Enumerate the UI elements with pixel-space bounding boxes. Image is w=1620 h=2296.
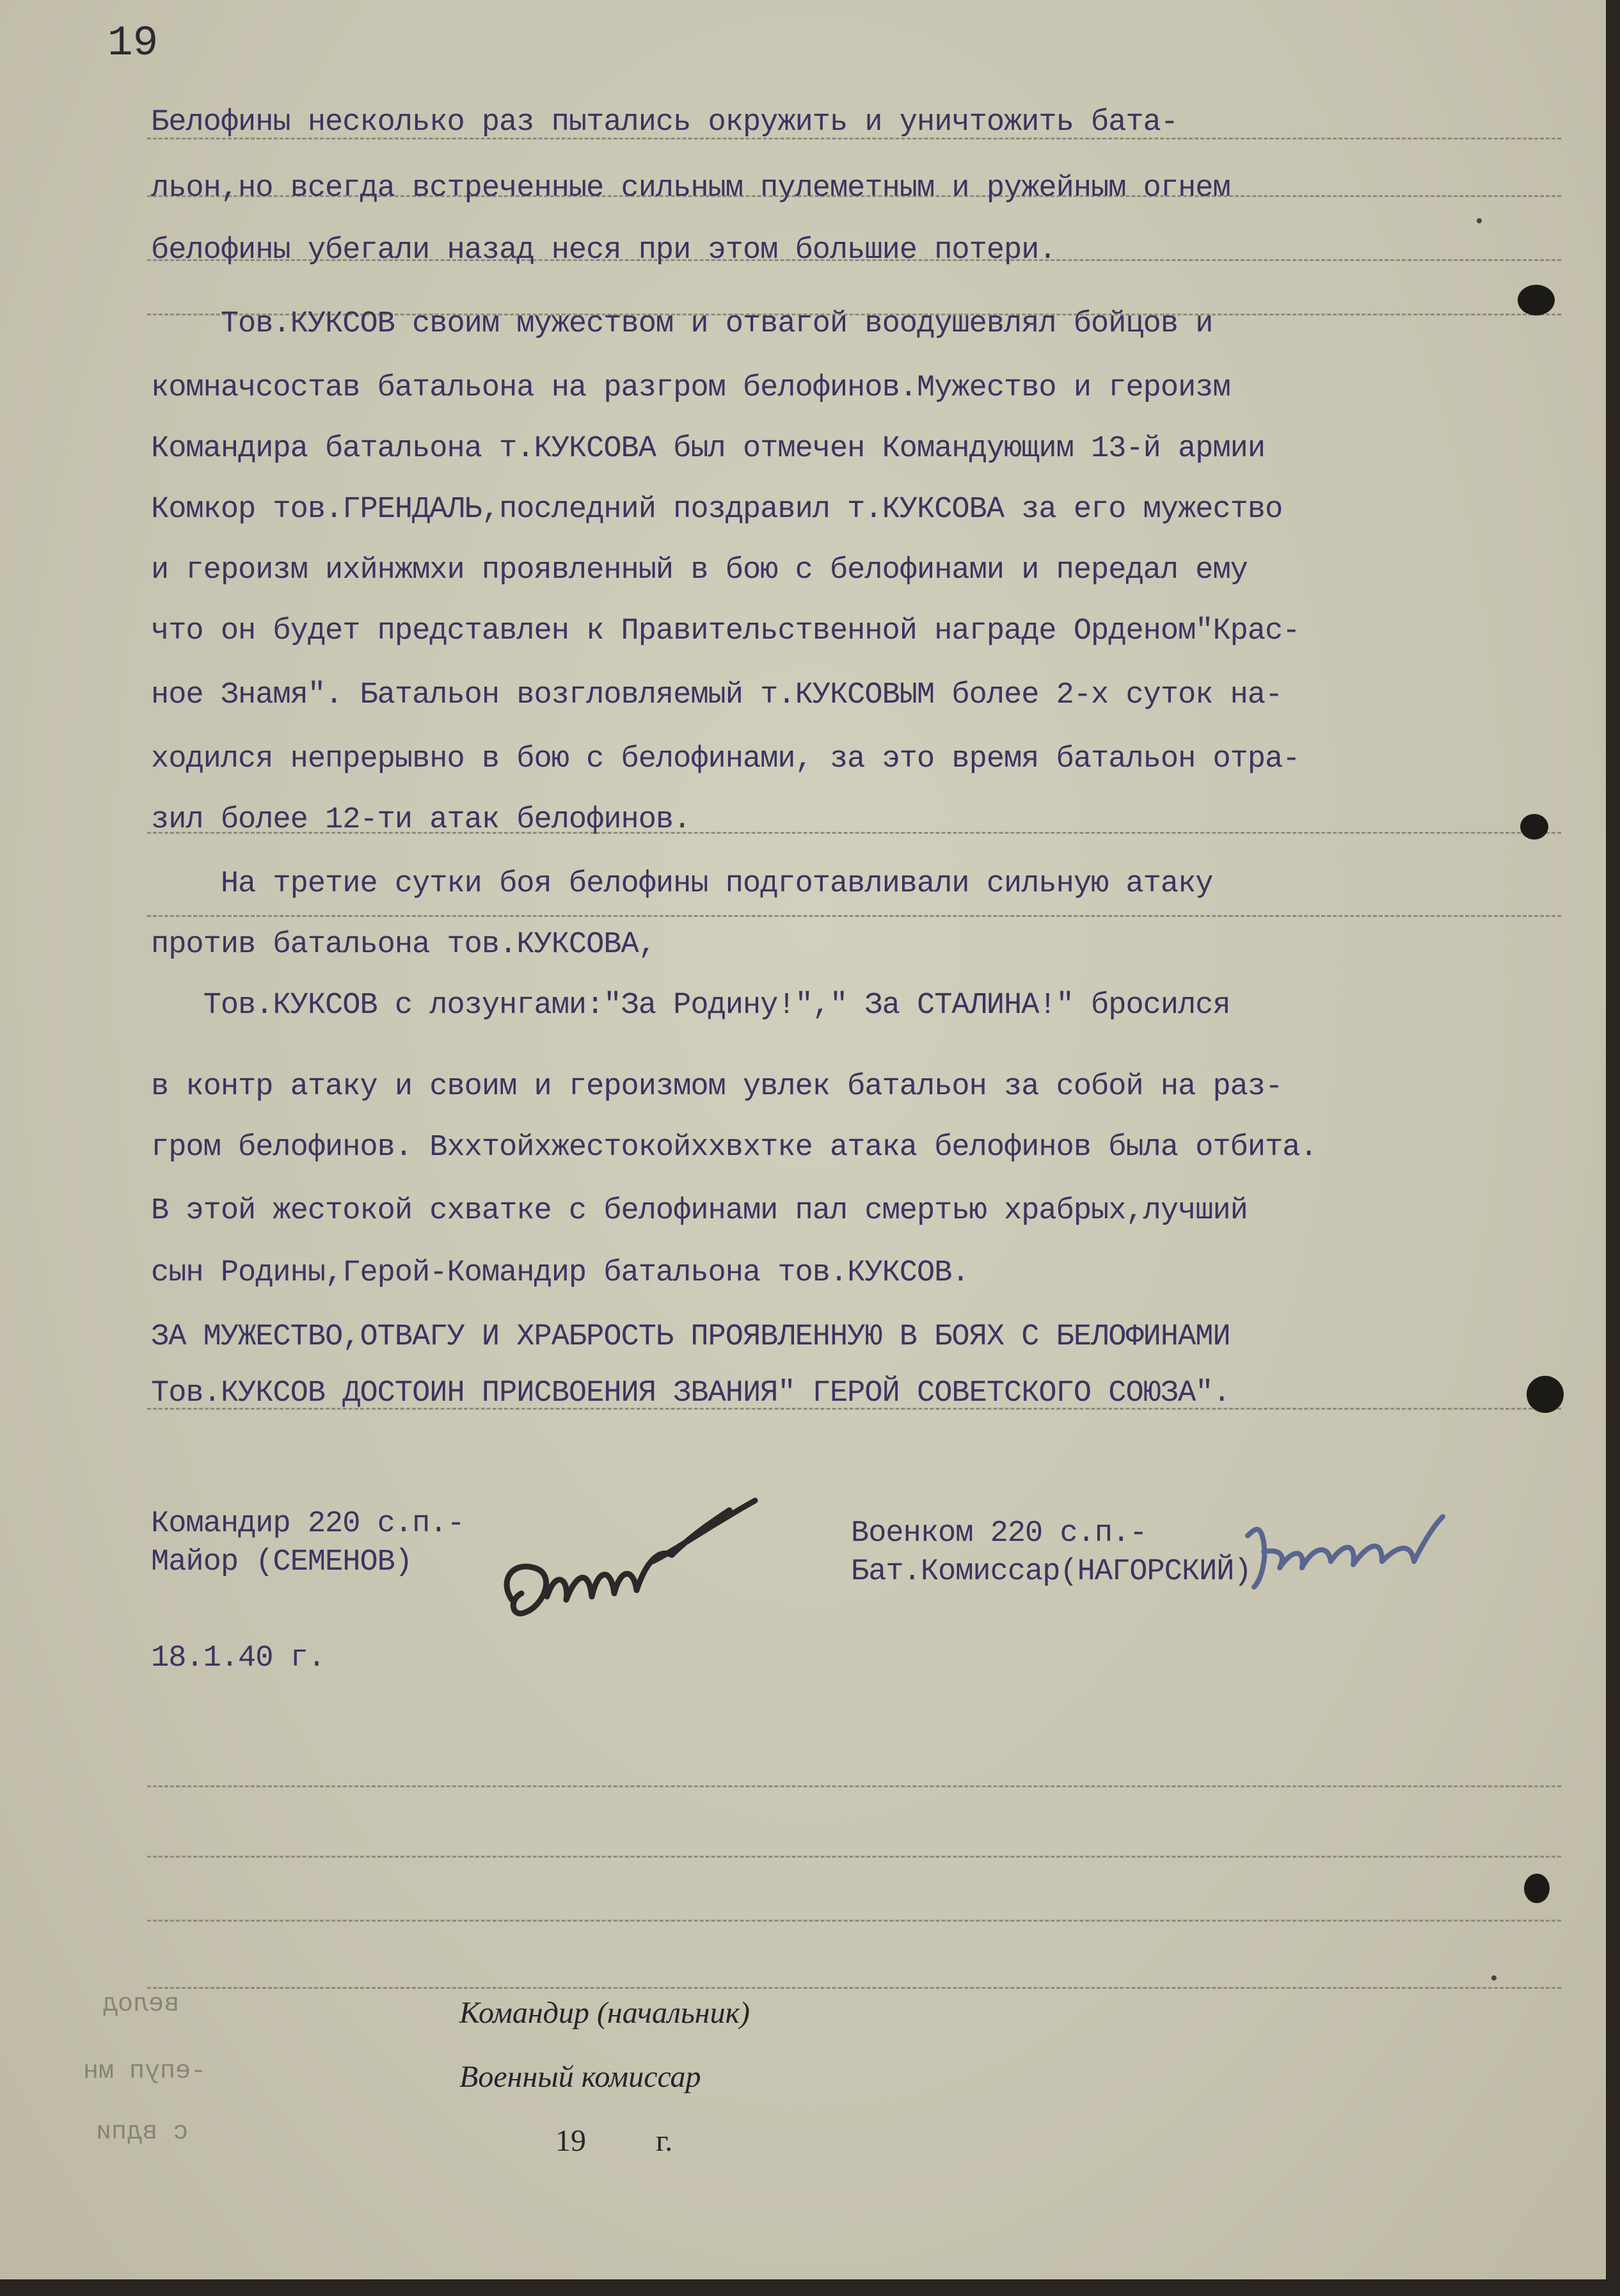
text-line: гром белофинов. Вххтойхжестокойххвхтке атака белофинов была отбита. (151, 1131, 1317, 1165)
text-line: и героизм ихйнжмхи проявленный в бою с белофинами и передал ему (151, 554, 1248, 587)
text-line: в контр атаку и своим и героизмом увлек батальон за собой на раз- (151, 1070, 1283, 1104)
ruled-line (147, 1856, 1561, 1858)
punch-hole (1524, 1874, 1550, 1903)
text-line: Тов.КУКСОВ ДОСТОИН ПРИСВОЕНИЯ ЗВАНИЯ" ГЕРОЙ СОВЕТСКОГО СОЮЗА". (151, 1376, 1230, 1410)
form-label-commander: Командир (начальник) (459, 1996, 750, 2030)
scan-edge-bottom (0, 2279, 1620, 2296)
text-line: льон,но всегда встреченные сильным пулеметным и ружейным огнем (151, 171, 1230, 205)
form-year-suffix: г. (656, 2124, 673, 2158)
text-line: Командира батальона т.КУКСОВА был отмечен Командующим 13-й армии (151, 432, 1266, 466)
page-number: 19 (107, 19, 159, 67)
text-line: Тов.КУКСОВ своим мужеством и отвагой воодушевлял бойцов и (151, 307, 1213, 341)
ruled-line (147, 915, 1561, 917)
bleed-through-text: велод (102, 1990, 180, 2019)
text-line: зил более 12-ти атак белофинов. (151, 803, 691, 837)
punch-hole (1520, 814, 1548, 840)
ink-dot (1477, 218, 1482, 223)
ruled-line (147, 1785, 1561, 1787)
text-line: Тов.КУКСОВ с лозунгами:"За Родину!"," За СТАЛИНА!" бросился (151, 989, 1230, 1023)
text-line: белофины убегали назад неся при этом большие потери. (151, 234, 1056, 267)
commissar-title: Военком 220 с.п.- (851, 1517, 1147, 1551)
text-line: против батальона тов.КУКСОВА, (151, 928, 656, 962)
text-line: В этой жестокой схватке с белофинами пал смертью храбрых,лучший (151, 1194, 1248, 1228)
handwritten-signature-right (1235, 1497, 1452, 1625)
handwritten-signature-left (486, 1472, 787, 1645)
text-line: ходился непрерывно в бою с белофинами, за это время батальон отра- (151, 742, 1300, 776)
text-line: ное Знамя". Батальон возгловляемый т.КУКСОВЫМ более 2-х суток на- (151, 678, 1283, 712)
commander-name: Майор (СЕМЕНОВ) (151, 1545, 413, 1579)
form-label-commissar: Военный комиссар (459, 2060, 701, 2094)
text-line: что он будет представлен к Правительственной награде Орденом"Крас- (151, 614, 1300, 648)
commander-title: Командир 220 с.п.- (151, 1507, 465, 1541)
ink-dot (1491, 1975, 1497, 1981)
text-line: сын Родины,Герой-Командир батальона тов.КУКСОВ. (151, 1256, 969, 1290)
ruled-line (147, 1920, 1561, 1922)
text-line: ЗА МУЖЕСТВО,ОТВАГУ И ХРАБРОСТЬ ПРОЯВЛЕННУЮ В БОЯХ С БЕЛОФИНАМИ (151, 1320, 1230, 1354)
bleed-through-text: с вдпи (96, 2118, 189, 2147)
text-line: Белофины несколько раз пытались окружить и уничтожить бата- (151, 106, 1179, 140)
text-line: На третие сутки боя белофины подготавливали сильную атаку (151, 867, 1213, 901)
form-year-prefix: 19 (555, 2124, 586, 2158)
punch-hole (1518, 285, 1555, 315)
text-line: Комкор тов.ГРЕНДАЛЬ,последний поздравил т.КУКСОВА за его мужество (151, 493, 1283, 527)
document-date: 18.1.40 г. (151, 1641, 326, 1675)
scan-edge-right (1606, 0, 1620, 2296)
commissar-name: Бат.Комиссар(НАГОРСКИЙ) (851, 1555, 1251, 1589)
punch-hole (1527, 1376, 1564, 1413)
text-line: комначсостав батальона на разгром белофинов.Мужество и героизм (151, 371, 1230, 405)
bleed-through-text: -епуп мн (83, 2057, 207, 2086)
ruled-line (147, 1987, 1561, 1989)
